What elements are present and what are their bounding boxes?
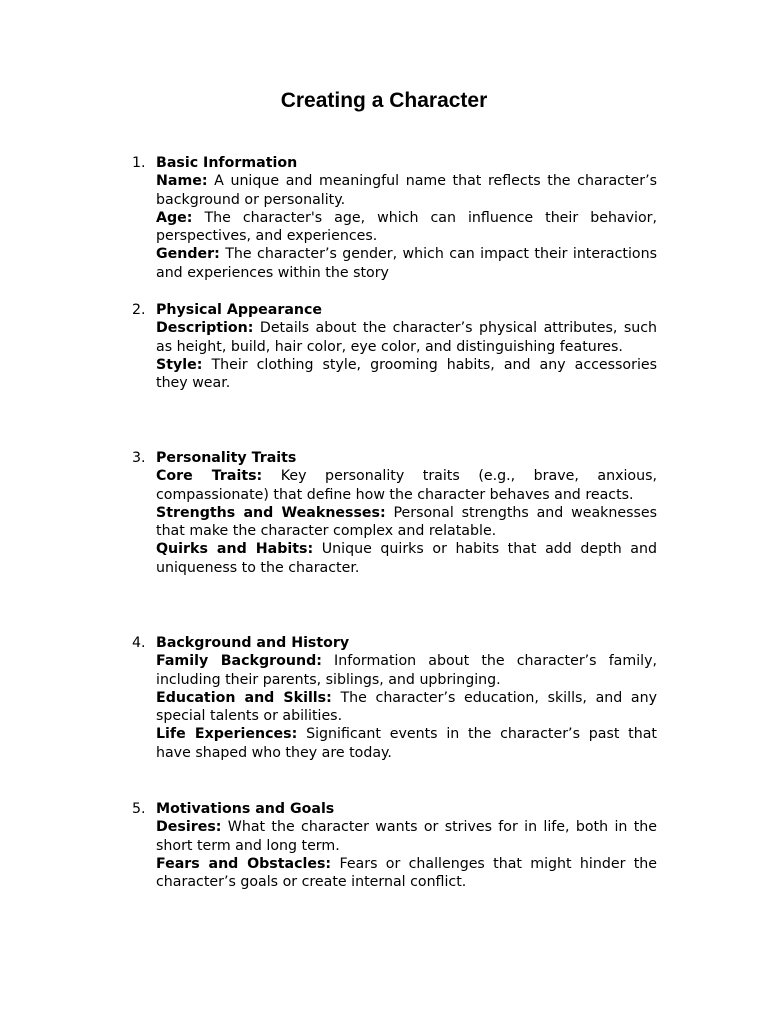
item-text: Details about the character’s physical attributes, such as height, build, hair color, eye color, and distinguishing features. bbox=[156, 320, 657, 355]
list-item bbox=[156, 245, 657, 282]
item-text: What the character wants or strives for in life, both in the short term and long term. bbox=[156, 819, 658, 854]
item-label: Age: bbox=[156, 209, 193, 226]
section-heading: Basic Information bbox=[156, 155, 298, 171]
section-basic-information bbox=[132, 154, 657, 282]
section-number: 3. bbox=[132, 450, 146, 466]
item-text: Fears or challenges that might hinder the character’s goals or create internal conflict. bbox=[156, 855, 658, 891]
list-item bbox=[156, 652, 657, 689]
list-item bbox=[156, 356, 657, 393]
list-item bbox=[156, 855, 657, 892]
section-number: 2. bbox=[132, 302, 146, 318]
item-text: Information about the character’s family, including their parents, siblings, and upbringing. bbox=[156, 653, 657, 688]
section-heading: Personality Traits bbox=[156, 450, 297, 466]
item-text: The character's age, which can influence their behavior, perspectives, and experiences. bbox=[156, 209, 657, 245]
item-label: Gender: bbox=[156, 246, 220, 263]
item-label: Desires: bbox=[156, 819, 222, 836]
item-text: Significant events in the character’s past that have shaped who they are today. bbox=[156, 726, 657, 761]
item-label: Name: bbox=[156, 173, 208, 190]
item-text: Personal strengths and weaknesses that make the character complex and relatable. bbox=[156, 504, 657, 540]
section-heading: Physical Appearance bbox=[156, 302, 323, 318]
list-item bbox=[156, 172, 657, 209]
item-label: Strengths and Weaknesses: bbox=[156, 504, 386, 521]
section-heading: Background and History bbox=[156, 635, 350, 651]
item-label: Life Experiences: bbox=[156, 726, 298, 743]
section-background-and-history bbox=[132, 634, 658, 762]
list-item bbox=[156, 689, 657, 726]
item-text: A unique and meaningful name that reflects the character’s background or personality. bbox=[156, 173, 657, 208]
item-text: Unique quirks or habits that add depth and uniqueness to the character. bbox=[156, 541, 657, 576]
list-item bbox=[156, 319, 657, 356]
section-personality-traits bbox=[132, 449, 657, 577]
item-text: Their clothing style, grooming habits, and any accessories they wear. bbox=[156, 356, 658, 392]
item-label: Family Background: bbox=[156, 653, 322, 670]
list-item bbox=[156, 504, 657, 541]
section-number: 5. bbox=[132, 801, 146, 817]
list-item bbox=[156, 818, 657, 855]
section-motivations-and-goals bbox=[132, 800, 658, 891]
section-number: 4. bbox=[132, 635, 146, 651]
list-item bbox=[156, 209, 657, 246]
item-label: Core Traits: bbox=[156, 468, 263, 485]
list-item bbox=[156, 467, 657, 504]
item-label: Fears and Obstacles: bbox=[156, 855, 332, 872]
item-label: Education and Skills: bbox=[156, 689, 332, 706]
item-label: Description: bbox=[156, 320, 254, 337]
item-label: Quirks and Habits: bbox=[156, 541, 314, 558]
section-number: 1. bbox=[132, 155, 146, 171]
section-heading: Motivations and Goals bbox=[156, 801, 335, 817]
section-physical-appearance bbox=[132, 301, 658, 392]
item-label: Style: bbox=[156, 356, 203, 373]
list-item bbox=[156, 725, 657, 762]
item-text: The character’s education, skills, and any special talents or abilities. bbox=[156, 689, 658, 725]
item-text: Key personality traits (e.g., brave, anxious, compassionate) that define how the character behaves and reacts. bbox=[156, 468, 657, 503]
document-title: Creating a Character bbox=[280, 89, 488, 112]
item-text: The character’s gender, which can impact their interactions and experiences within the story bbox=[156, 246, 657, 281]
list-item bbox=[156, 540, 657, 577]
